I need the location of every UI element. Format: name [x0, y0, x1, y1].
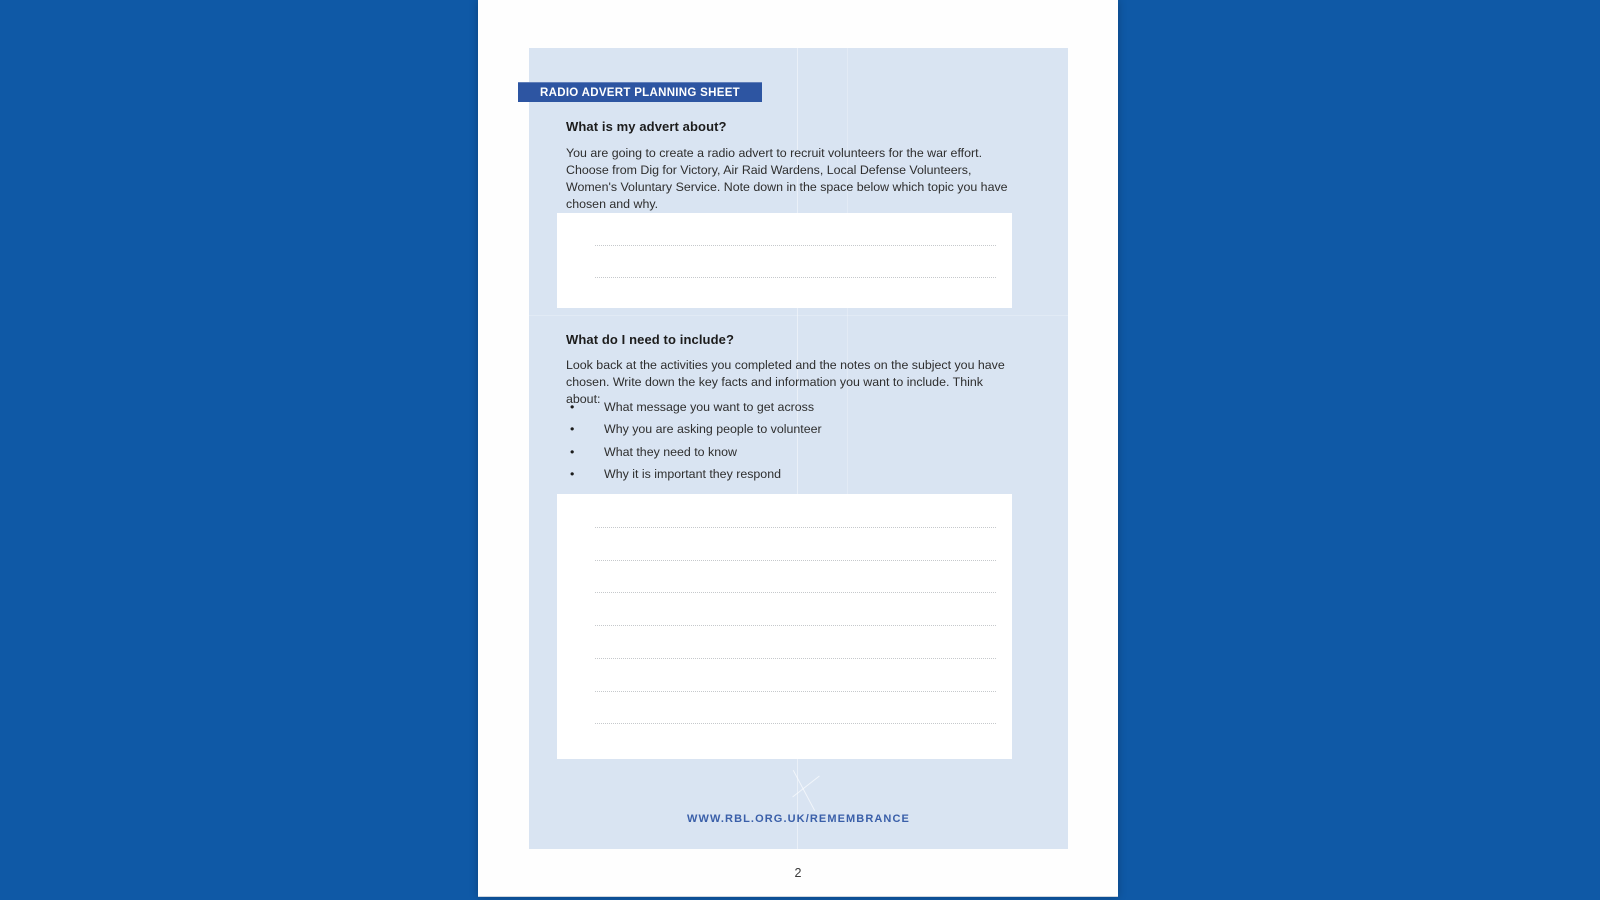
bullet-list [566, 396, 1016, 486]
write-line [595, 658, 996, 659]
write-line [595, 723, 996, 724]
write-line [595, 560, 996, 561]
answer-box-topic [557, 213, 1012, 308]
bullet-item: • Why it is important they respond [566, 463, 1016, 485]
write-line [595, 691, 996, 692]
paper-crease [529, 315, 1068, 316]
paper-scratch [793, 770, 815, 811]
write-line [595, 625, 996, 626]
write-line [595, 277, 996, 278]
section-body-advert-about: You are going to create a radio advert to recruit volunteers for the war effort. Choose from Dig for Victory, Air Raid Wardens, Local Defense Volunteers, Women's Voluntary Service. Note down in the space below which topic you have chosen and why. [566, 146, 1008, 211]
write-line [595, 245, 996, 246]
page-number: 2 [794, 866, 802, 880]
bullet-item: • What they need to know [566, 441, 1016, 463]
answer-box-key-facts [557, 494, 1012, 759]
write-line [595, 592, 996, 593]
worksheet-sheet [529, 48, 1068, 849]
section-body-include: Look back at the activities you completed and the notes on the subject you have chosen. Write down the key facts and information you want to include. Think about: [566, 358, 1005, 406]
section-heading-advert-about: What is my advert about? [566, 119, 727, 134]
title-banner [518, 82, 762, 102]
write-line [595, 527, 996, 528]
footer-url-link[interactable]: WWW.RBL.ORG.UK/REMEMBRANCE [687, 813, 910, 825]
bullet-item: • What message you want to get across [566, 396, 1016, 418]
section-heading-include: What do I need to include? [566, 332, 734, 347]
title-banner-label: RADIO ADVERT PLANNING SHEET [540, 86, 740, 99]
document-page [478, 0, 1118, 897]
bullet-item: • Why you are asking people to volunteer [566, 418, 1016, 440]
paper-scratch [792, 776, 819, 798]
